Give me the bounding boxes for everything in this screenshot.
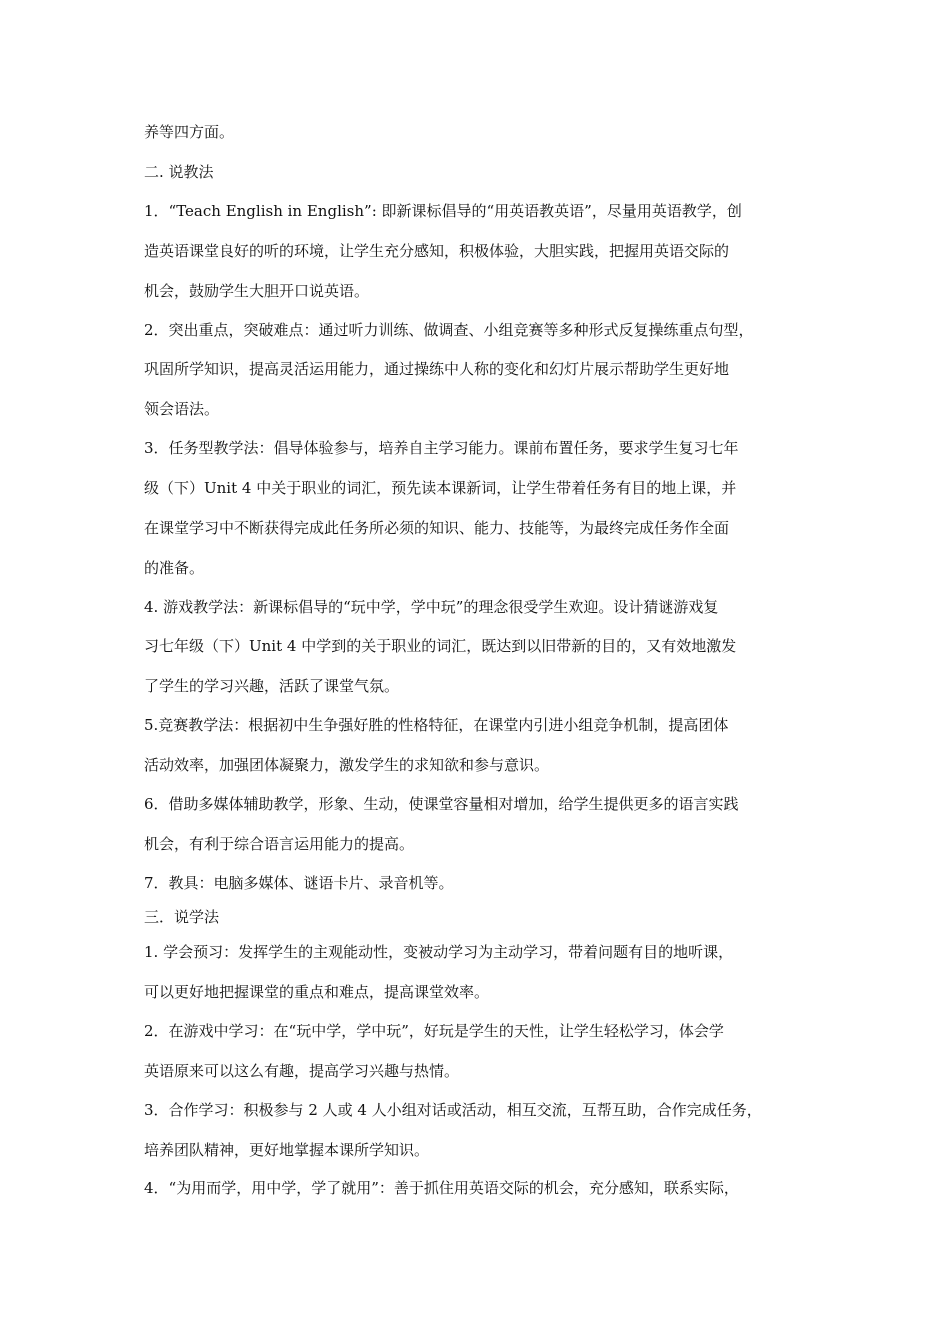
text-line: 4. 游戏教学法：新课标倡导的“玩中学，学中玩”的理念很受学生欢迎。设计猜谜游戏复 [144, 598, 719, 616]
text-line: 级（下）Unit 4 中关于职业的词汇，预先读本课新词，让学生带着任务有目的地上课，并 [144, 479, 737, 497]
text-line: 造英语课堂良好的听的环境，让学生充分感知，积极体验，大胆实践，把握用英语交际的 [144, 242, 730, 260]
text-line: 机会，鼓励学生大胆开口说英语。 [144, 282, 370, 300]
text-line: 领会语法。 [144, 400, 220, 418]
text-line: 6．借助多媒体辅助教学，形象、生动，使课堂容量相对增加，给学生提供更多的语言实践 [144, 795, 739, 813]
text-line: 了学生的学习兴趣，活跃了课堂气氛。 [144, 677, 400, 695]
text-line: 7．教具：电脑多媒体、谜语卡片、录音机等。 [144, 874, 454, 892]
text-line: 英语原来可以这么有趣，提高学习兴趣与热情。 [144, 1062, 460, 1080]
text-line: 习七年级（下）Unit 4 中学到的关于职业的词汇，既达到以旧带新的目的，又有效地激发 [144, 637, 737, 655]
text-line: 3．合作学习：积极参与 2 人或 4 人小组对话或活动，相互交流，互帮互助，合作完成任务， [144, 1101, 762, 1119]
section-heading: 三．说学法 [144, 908, 220, 926]
text-line: 4．“为用而学，用中学，学了就用”：善于抓住用英语交际的机会，充分感知，联系实际， [144, 1179, 739, 1197]
text-line: 可以更好地把握课堂的重点和难点，提高课堂效率。 [144, 983, 490, 1001]
text-line: 5.竞赛教学法：根据初中生争强好胜的性格特征，在课堂内引进小组竞争机制，提高团体 [144, 716, 729, 734]
text-line: 的准备。 [144, 559, 205, 577]
section-heading: 二. 说教法 [144, 163, 214, 181]
text-line: 机会，有利于综合语言运用能力的提高。 [144, 835, 415, 853]
text-line: 1. 学会预习：发挥学生的主观能动性，变被动学习为主动学习，带着问题有目的地听课， [144, 943, 734, 961]
text-line: 1．“Teach English in English”: 即新课标倡导的“用英语教英语”，尽量用英语教学，创 [144, 202, 742, 220]
text-line: 在课堂学习中不断获得完成此任务所必须的知识、能力、技能等，为最终完成任务作全面 [144, 519, 730, 537]
text-line: 巩固所学知识，提高灵活运用能力，通过操练中人称的变化和幻灯片展示帮助学生更好地 [144, 360, 730, 378]
text-line: 养等四方面。 [144, 123, 235, 141]
text-line: 2．在游戏中学习：在“玩中学，学中玩”，好玩是学生的天性，让学生轻松学习，体会学 [144, 1022, 724, 1040]
text-line: 活动效率，加强团体凝聚力，激发学生的求知欲和参与意识。 [144, 756, 550, 774]
text-line: 3．任务型教学法：倡导体验参与，培养自主学习能力。课前布置任务，要求学生复习七年 [144, 439, 739, 457]
text-line: 2．突出重点，突破难点：通过听力训练、做调查、小组竞赛等多种形式反复操练重点句型， [144, 321, 754, 339]
text-line: 培养团队精神，更好地掌握本课所学知识。 [144, 1141, 430, 1159]
